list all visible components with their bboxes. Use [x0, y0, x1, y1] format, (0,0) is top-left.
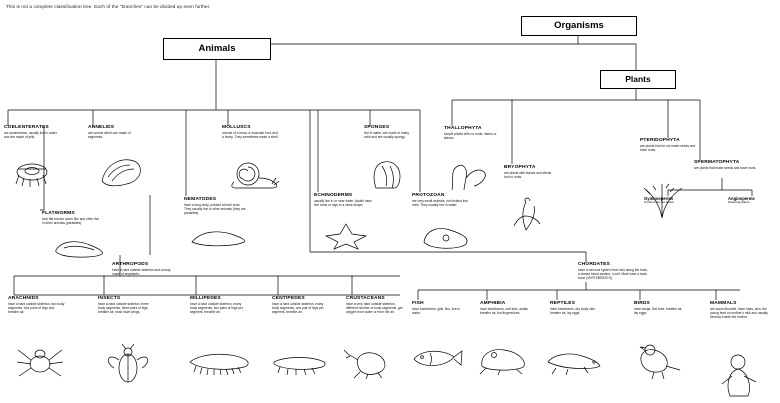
diagram-note: This is not a complete classification tree. Each of the "branches" can be divided up even further.: [6, 4, 211, 9]
arachnid-sketch: [14, 340, 66, 386]
echinoderms-desc: usually live in or near water. Adults have five arms or rays in a circle shape.: [314, 198, 372, 207]
node-chordates[interactable]: [578, 262, 650, 281]
node-arachnids[interactable]: [8, 296, 66, 315]
node-organisms[interactable]: Organisms: [521, 16, 637, 36]
thallophyta-desc: simple plants with no roots, stems or leaves.: [444, 131, 497, 140]
node-reptiles[interactable]: [550, 301, 602, 316]
node-crustaceans[interactable]: [346, 296, 404, 315]
node-insects[interactable]: [98, 296, 156, 315]
bryophyta-desc: are plants with leaves and stems but no roots.: [504, 170, 552, 179]
flatworms-desc: look flat but are worm like and often live in other animals (parasites).: [42, 216, 100, 225]
insects-title: INSECTS: [98, 296, 121, 301]
sponges-title: SPONGES: [364, 125, 390, 130]
birds-desc: have wings, five toes, breathe air, lay eggs.: [634, 306, 683, 315]
nematode-sketch: [190, 228, 248, 248]
annelids-title: ANNELIDS: [88, 125, 115, 130]
reptile-sketch: [544, 346, 604, 376]
nematodes-desc: have a long body, pointed at both ends. They usually live in other animals (they are parasites).: [184, 202, 246, 215]
fish-desc: have backbones, gills, fins, live in water.: [412, 306, 461, 315]
coelenterates-title: COELENTERATES: [4, 125, 49, 130]
centipede-sketch: [268, 350, 330, 376]
amphibia-sketch: [474, 344, 532, 376]
node-thallophyta[interactable]: [444, 126, 502, 141]
node-molluscs[interactable]: [222, 125, 280, 140]
coelenterate-sketch: [10, 160, 56, 188]
node-birds[interactable]: [634, 301, 686, 316]
pteridophyta-title: PTERIDOPHYTA: [640, 138, 680, 143]
centipedes-desc: have a hard outside skeleton, many body segments, one pair of legs per segment, breathe air.: [272, 301, 324, 314]
node-millipedes[interactable]: [190, 296, 248, 315]
node-echinoderms[interactable]: [314, 193, 372, 208]
mammal-sketch: [712, 350, 766, 400]
mammals-desc: are warm-blooded, have hairs, skin, the young feed on mother's milk and usually develop inside the mother.: [710, 306, 768, 319]
node-bryophyta[interactable]: [504, 165, 556, 180]
spermatophyta-title: SPERMATOPHYTA: [694, 160, 740, 165]
arachnids-desc: have a hard outside skeleton, two body segments, four pairs of legs and breathe air.: [8, 301, 65, 314]
thallophyta-title: THALLOPHYTA: [444, 126, 482, 131]
arthropods-desc: have a hard outside skeleton and a body made of segments.: [112, 267, 171, 276]
node-plants[interactable]: Plants: [600, 70, 676, 89]
fish-title: FISH: [412, 301, 424, 306]
flatworms-title: FLATWORMS: [42, 211, 75, 216]
millipedes-title: MILLIPEDES: [190, 296, 221, 301]
node-sponges[interactable]: [364, 125, 416, 140]
coelenterates-desc: are symmetrical, usually live in water and are made of jelly.: [4, 130, 57, 139]
mammals-title: MAMMALS: [710, 301, 737, 306]
node-pteridophyta[interactable]: [640, 138, 698, 153]
node-animals[interactable]: Animals: [163, 38, 271, 60]
node-centipedes[interactable]: [272, 296, 330, 315]
chordates-title: CHORDATES: [578, 262, 610, 267]
amphibia-desc: have backbones, soft skin, adults breathe air, but fingers/toes.: [480, 306, 528, 315]
amphibia-title: AMPHIBIA: [480, 301, 506, 306]
node-protozoan[interactable]: [412, 193, 470, 208]
arachnids-title: ARACHNIDS: [8, 296, 39, 301]
thallophyta-sketch: [444, 160, 492, 192]
bird-sketch: [628, 340, 684, 380]
arthropods-title: ARTHROPODS: [112, 262, 149, 267]
reptiles-desc: have backbones, dry scaly skin, breathe air, lay eggs.: [550, 306, 596, 315]
node-coelenterates[interactable]: [4, 125, 62, 140]
bryophyta-sketch: [500, 196, 554, 232]
node-annelids[interactable]: [88, 125, 140, 140]
echinoderm-sketch: [324, 222, 368, 250]
gymnosperms-title: Gymnosperms: [644, 196, 674, 201]
node-mammals[interactable]: [710, 301, 768, 320]
node-amphibia[interactable]: [480, 301, 532, 316]
node-angiosperms[interactable]: [728, 196, 778, 205]
node-arthropods[interactable]: [112, 262, 178, 277]
molluscs-desc: consist of a head, a muscular foot, and a hump. They sometimes make a shell.: [222, 130, 279, 139]
angiosperms-desc: flowering plants: [728, 200, 750, 205]
molluscs-title: MOLLUSCS: [222, 125, 251, 130]
crustaceans-desc: have a very hard outside skeleton, different number of body segments, get oxygen from water or from the air.: [346, 301, 403, 314]
fish-sketch: [406, 345, 464, 373]
node-nematodes[interactable]: [184, 197, 246, 216]
flatworm-sketch: [52, 238, 108, 260]
spermatophyta-desc: are plants that make seeds and have roots.: [694, 165, 757, 170]
protozoan-sketch: [420, 224, 472, 250]
centipedes-title: CENTIPEDES: [272, 296, 305, 301]
echinoderms-title: ECHINODERMS: [314, 193, 353, 198]
chordates-desc: have a nervous system that runs along the back, a closed blood system, a cell. Most have a back bone (VERTEBRATES).: [578, 267, 648, 280]
bryophyta-title: BRYOPHYTA: [504, 165, 536, 170]
nematodes-title: NEMATODES: [184, 197, 217, 202]
node-fish[interactable]: [412, 301, 464, 316]
insects-desc: have a hard outside skeleton, three body segments, three pairs of legs breathe air, most have wings.: [98, 301, 149, 314]
sponges-desc: live in water, are made of many cells and are usually spongy.: [364, 130, 409, 139]
millipedes-desc: have a hard outside skeleton, many body segments, two pairs of legs per segment, breathe air.: [190, 301, 243, 314]
reptiles-title: REPTILES: [550, 301, 576, 306]
sponge-sketch: [366, 158, 414, 190]
annelid-sketch: [96, 155, 148, 189]
birds-title: BIRDS: [634, 301, 650, 306]
gymnosperms-desc: Conifers do not flower: [644, 200, 675, 205]
protozoan-desc: are very small animals, not divided into cells. They usually live in water.: [412, 198, 468, 207]
node-flatworms[interactable]: [42, 211, 100, 226]
annelids-desc: are worms which are made of segments.: [88, 130, 131, 139]
crustaceans-title: CRUSTACEANS: [346, 296, 385, 301]
node-gymnosperms[interactable]: [644, 196, 696, 205]
insect-sketch: [100, 344, 156, 388]
crustacean-sketch: [344, 348, 400, 380]
node-spermatophyta[interactable]: [694, 160, 760, 171]
millipede-sketch: [186, 348, 252, 376]
protozoan-title: PROTOZOAN: [412, 193, 445, 198]
pteridophyta-desc: are plants that do not make seeds and have roots.: [640, 143, 696, 152]
mollusc-sketch: [226, 160, 282, 194]
angiosperms-title: Angiosperms: [728, 196, 755, 201]
